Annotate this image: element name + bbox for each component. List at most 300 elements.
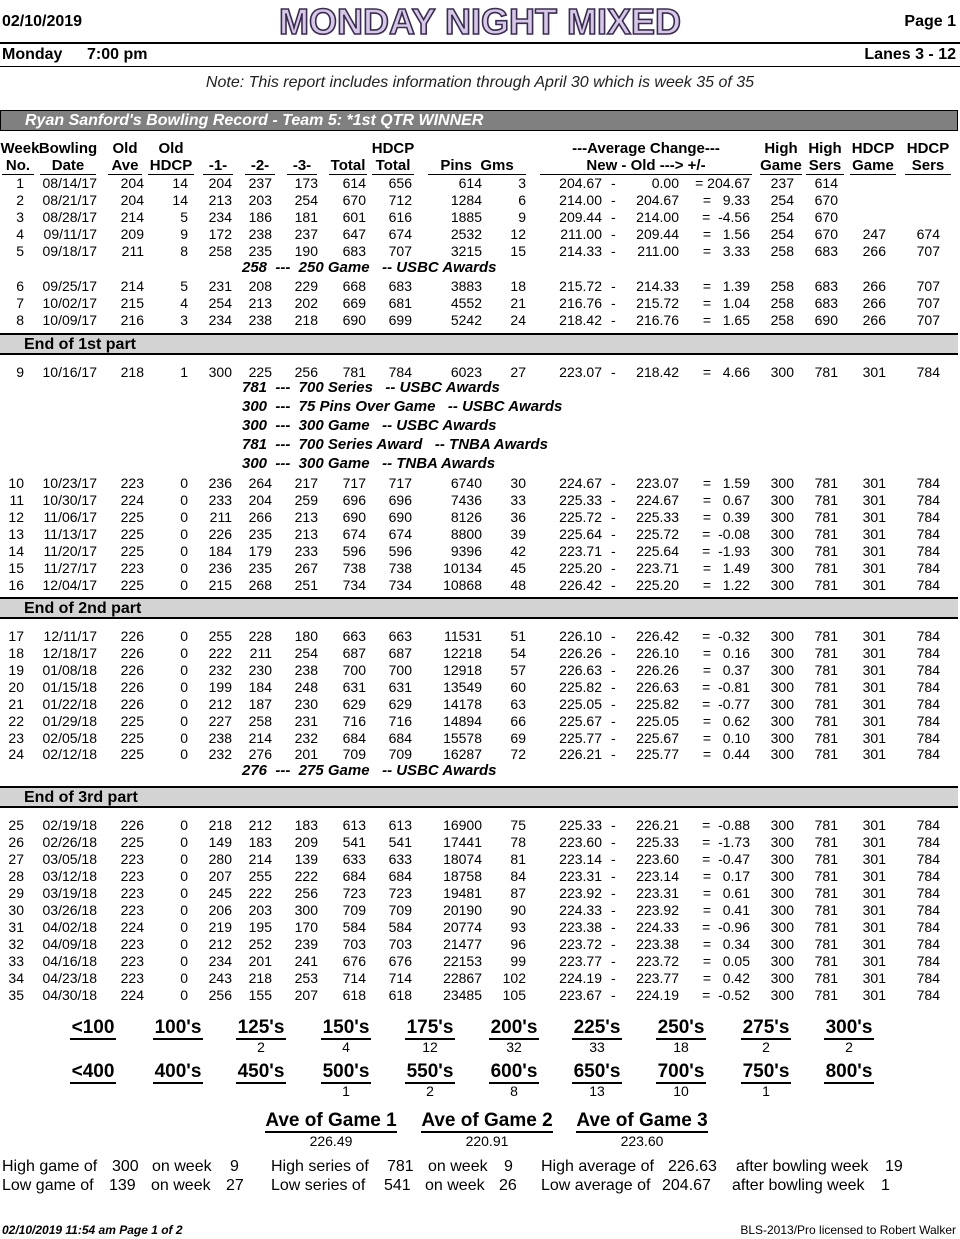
part-label: End of 2nd part (24, 600, 142, 617)
cell-old-ave: 223 (120, 902, 144, 918)
cell-week: 28 (8, 868, 24, 884)
cell-old-ave: 223 (120, 560, 144, 576)
table-row (0, 746, 960, 763)
cell-dash: - (611, 987, 616, 1003)
cell-pins: 11531 (444, 628, 482, 644)
col-avgchg-bot: New - Old ---> +/- (540, 157, 752, 175)
cell-high-game: 300 (770, 834, 794, 850)
cell-ave-diff: = -0.77 (702, 696, 750, 712)
cell-high-game: 300 (770, 560, 794, 576)
report-date: 02/10/2019 (2, 13, 83, 30)
cell-games: 45 (510, 560, 526, 576)
table-row (0, 902, 960, 919)
cell-old-hdcp: 0 (180, 730, 188, 746)
cell-old-ave-chg: 214.00 (636, 209, 679, 225)
cell-old-ave: 226 (120, 662, 144, 678)
cell-date: 11/13/17 (43, 526, 97, 542)
cell-hdcp-total: 717 (388, 475, 412, 491)
cell-dash: - (611, 475, 616, 491)
cell-old-hdcp: 0 (180, 936, 188, 952)
cell-total: 734 (342, 577, 366, 593)
range-label: 550's (406, 1061, 454, 1082)
cell-total: 738 (342, 560, 366, 576)
cell-game1: 232 (208, 746, 232, 762)
range-count: 2 (845, 1039, 853, 1055)
cell-game2: 195 (248, 919, 272, 935)
table-row (0, 226, 960, 243)
cell-hdcp-series: 784 (916, 679, 940, 695)
cell-hdcp-series: 784 (916, 851, 940, 867)
cell-pins: 12918 (443, 662, 482, 678)
cell-pins: 1885 (450, 209, 482, 225)
cell-game2: 235 (248, 243, 272, 259)
cell-high-game: 300 (770, 919, 794, 935)
low-average-week-label: after bowling week (732, 1177, 865, 1194)
subheader-rule (0, 66, 960, 67)
cell-hdcp-series: 784 (916, 817, 940, 833)
cell-total: 629 (342, 696, 366, 712)
game-range (555, 1018, 639, 1055)
cell-game3: 248 (294, 679, 318, 695)
cell-hdcp-total: 699 (388, 312, 412, 328)
cell-old-ave: 215 (120, 295, 144, 311)
cell-game2: 218 (248, 970, 272, 986)
high-series-value: 781 (387, 1158, 414, 1175)
cell-dash: - (611, 919, 616, 935)
cell-old-ave: 225 (120, 746, 144, 762)
cell-new-ave: 226.26 (559, 645, 602, 661)
cell-dash: - (611, 645, 616, 661)
award-line: 781 --- 700 Series Award -- TNBA Awards (242, 436, 548, 453)
cell-dash: - (611, 175, 616, 191)
range-label: 100's (154, 1017, 202, 1038)
range-count: 12 (422, 1039, 438, 1055)
cell-old-ave: 224 (120, 492, 144, 508)
cell-hdcp-total: 784 (388, 364, 412, 380)
cell-hdcp-total: 709 (388, 902, 412, 918)
cell-hdcp-total: 690 (388, 509, 412, 525)
cell-total: 668 (342, 278, 366, 294)
cell-game2: 225 (248, 364, 272, 380)
range-count: 32 (506, 1039, 522, 1055)
range-label: 275's (742, 1017, 790, 1038)
cell-old-hdcp: 0 (180, 713, 188, 729)
cell-total: 614 (342, 175, 366, 191)
high-series-week-label: on week (428, 1158, 488, 1175)
cell-ave-diff: = 1.56 (702, 226, 750, 242)
report-note: Note: This report includes information through April 30 which is week 35 of 35 (205, 74, 755, 91)
cell-week: 31 (8, 919, 24, 935)
series-range (639, 1062, 723, 1099)
cell-game3: 218 (294, 312, 318, 328)
col-hs-bot: Sers (806, 157, 844, 175)
cell-high-series: 781 (814, 526, 838, 542)
game-average-value: 223.60 (620, 1133, 664, 1149)
cell-date: 08/21/17 (42, 192, 97, 208)
cell-pins: 5242 (450, 312, 482, 328)
cell-old-hdcp: 14 (172, 192, 188, 208)
cell-pins: 614 (458, 175, 482, 191)
cell-dash: - (611, 696, 616, 712)
cell-pins: 6023 (450, 364, 482, 380)
col-oldhdcp-bot: HDCP (149, 157, 193, 174)
cell-new-ave: 226.10 (559, 628, 602, 644)
cell-old-ave-chg: 226.63 (636, 679, 679, 695)
cell-dash: - (611, 834, 616, 850)
cell-dash: - (611, 953, 616, 969)
cell-game2: 238 (248, 312, 272, 328)
cell-new-ave: 225.05 (559, 696, 602, 712)
cell-high-series: 781 (814, 834, 838, 850)
cell-total: 709 (342, 746, 366, 762)
col-week-bot: No. (2, 157, 34, 175)
cell-hdcp-game: 301 (862, 953, 886, 969)
cell-hdcp-game: 301 (862, 730, 886, 746)
high-series-week: 9 (504, 1158, 513, 1175)
cell-ave-diff: = 0.42 (702, 970, 750, 986)
low-series-week-label: on week (425, 1177, 485, 1194)
cell-high-game: 300 (770, 543, 794, 559)
cell-hdcp-game: 266 (862, 243, 886, 259)
cell-old-ave-chg: 225.64 (636, 543, 679, 559)
cell-week: 26 (8, 834, 24, 850)
cell-game3: 300 (294, 902, 318, 918)
cell-date: 10/30/17 (42, 492, 97, 508)
cell-old-ave-chg: 226.42 (636, 628, 679, 644)
cell-high-game: 237 (770, 175, 794, 191)
cell-pins: 14178 (443, 696, 482, 712)
part-separator (0, 597, 958, 619)
cell-total: 781 (342, 364, 366, 380)
cell-ave-diff: = -0.47 (702, 851, 750, 867)
cell-week: 15 (8, 560, 24, 576)
cell-week: 34 (8, 970, 24, 986)
low-series-label: Low series of (271, 1177, 366, 1194)
cell-week: 13 (8, 526, 24, 542)
game-range (472, 1018, 556, 1055)
cell-total: 723 (342, 885, 366, 901)
cell-total: 584 (342, 919, 366, 935)
col-hdcptot-bot: Total (372, 157, 414, 175)
cell-ave-diff: = -0.81 (702, 679, 750, 695)
cell-game3: 207 (294, 987, 318, 1003)
award-line: 300 --- 75 Pins Over Game -- USBC Awards (242, 398, 563, 415)
cell-new-ave: 204.67 (559, 175, 602, 191)
cell-date: 02/05/18 (42, 730, 97, 746)
cell-high-game: 300 (770, 364, 794, 380)
range-label: 250's (657, 1017, 705, 1038)
cell-pins: 18074 (443, 851, 482, 867)
range-label: 150's (322, 1017, 370, 1038)
cell-high-game: 300 (770, 885, 794, 901)
cell-week: 33 (8, 953, 24, 969)
col-game2: -2- (245, 157, 275, 175)
cell-date: 10/23/17 (42, 475, 97, 491)
table-row (0, 295, 960, 312)
cell-hdcp-total: 738 (388, 560, 412, 576)
cell-old-hdcp: 0 (180, 492, 188, 508)
cell-hdcp-game: 301 (862, 746, 886, 762)
cell-hdcp-total: 676 (388, 953, 412, 969)
cell-new-ave: 225.72 (559, 509, 602, 525)
cell-new-ave: 218.42 (559, 312, 602, 328)
cell-game1: 204 (208, 175, 232, 191)
cell-games: 48 (510, 577, 526, 593)
range-label: 300's (825, 1017, 873, 1038)
cell-ave-diff: = 9.33 (702, 192, 750, 208)
cell-high-series: 781 (814, 730, 838, 746)
cell-dash: - (611, 868, 616, 884)
cell-games: 21 (510, 295, 526, 311)
cell-game1: 234 (208, 209, 232, 225)
cell-high-series: 781 (814, 970, 838, 986)
part-label: End of 1st part (24, 336, 137, 353)
cell-week: 18 (8, 645, 24, 661)
cell-game2: 211 (249, 645, 272, 661)
cell-total: 683 (342, 243, 366, 259)
cell-game3: 238 (294, 662, 318, 678)
cell-ave-diff: = 0.05 (702, 953, 750, 969)
cell-ave-diff: = 1.65 (702, 312, 750, 328)
cell-pins: 14894 (443, 713, 482, 729)
cell-games: 42 (510, 543, 526, 559)
table-row (0, 987, 960, 1004)
cell-dash: - (611, 936, 616, 952)
league-time: 7:00 pm (87, 46, 148, 63)
cell-game1: 222 (208, 645, 232, 661)
cell-game1: 213 (208, 192, 232, 208)
cell-old-ave: 214 (120, 278, 144, 294)
cell-old-ave-chg: 218.42 (636, 364, 679, 380)
cell-games: 96 (510, 936, 526, 952)
cell-game2: 186 (248, 209, 272, 225)
cell-game3: 229 (294, 278, 318, 294)
cell-date: 09/11/17 (43, 226, 97, 242)
cell-week: 35 (8, 987, 24, 1003)
range-count (219, 1084, 303, 1099)
cell-week: 11 (9, 492, 24, 508)
cell-game3: 251 (294, 577, 318, 593)
cell-old-hdcp: 8 (180, 243, 188, 259)
cell-old-ave-chg: 223.14 (636, 868, 679, 884)
table-row (0, 175, 960, 192)
cell-game1: 254 (208, 295, 232, 311)
cell-hdcp-game: 301 (862, 475, 886, 491)
cell-date: 08/14/17 (42, 175, 97, 191)
col-hg-top: High (764, 140, 798, 157)
cell-total: 716 (342, 713, 366, 729)
range-count: 4 (342, 1039, 350, 1055)
cell-hdcp-game: 301 (862, 970, 886, 986)
range-label: <400 (71, 1061, 115, 1082)
cell-week: 23 (8, 730, 24, 746)
cell-high-game: 254 (770, 209, 794, 225)
cell-high-game: 300 (770, 662, 794, 678)
range-label: 800's (825, 1061, 873, 1082)
cell-date: 12/04/17 (42, 577, 97, 593)
cell-week: 1 (16, 175, 24, 191)
cell-hdcp-game: 301 (862, 919, 886, 935)
cell-hdcp-game: 301 (862, 543, 886, 559)
cell-old-ave-chg: 223.60 (636, 851, 679, 867)
cell-old-ave: 225 (120, 730, 144, 746)
table-row (0, 953, 960, 970)
col-avgchg-top: ---Average Change--- (572, 140, 720, 157)
cell-high-game: 300 (770, 936, 794, 952)
cell-total: 676 (342, 953, 366, 969)
low-average-label: Low average of (541, 1177, 651, 1194)
series-range (807, 1062, 891, 1099)
cell-hdcp-total: 709 (388, 746, 412, 762)
table-row (0, 662, 960, 679)
cell-old-ave: 223 (120, 851, 144, 867)
cell-pins: 1284 (450, 192, 482, 208)
cell-games: 15 (510, 243, 526, 259)
cell-hdcp-total: 618 (388, 987, 412, 1003)
cell-new-ave: 216.76 (559, 295, 602, 311)
range-count (51, 1040, 135, 1055)
cell-game1: 245 (208, 885, 232, 901)
cell-games: 3 (518, 175, 526, 191)
cell-game3: 232 (294, 730, 318, 746)
cell-games: 54 (510, 645, 526, 661)
cell-game3: 201 (294, 746, 318, 762)
cell-pins: 2532 (450, 226, 482, 242)
cell-total: 684 (342, 730, 366, 746)
cell-dash: - (611, 509, 616, 525)
cell-hdcp-series: 707 (916, 312, 940, 328)
cell-game2: 179 (248, 543, 272, 559)
cell-game3: 209 (294, 834, 318, 850)
cell-game1: 211 (209, 509, 232, 525)
cell-old-hdcp: 4 (180, 295, 188, 311)
footer-timestamp: 02/10/2019 11:54 am Page 1 of 2 (2, 1223, 183, 1237)
high-series-label: High series of (271, 1158, 369, 1175)
cell-old-hdcp: 0 (180, 970, 188, 986)
cell-dash: - (611, 209, 616, 225)
cell-games: 90 (510, 902, 526, 918)
cell-game2: 238 (248, 226, 272, 242)
cell-total: 541 (342, 834, 366, 850)
series-range (724, 1062, 808, 1099)
cell-total: 618 (342, 987, 366, 1003)
cell-hdcp-game: 301 (862, 628, 886, 644)
game-range (724, 1018, 808, 1055)
league-day: Monday (2, 46, 63, 63)
cell-week: 2 (16, 192, 24, 208)
game-average-label: Ave of Game 2 (421, 1110, 553, 1131)
cell-game3: 254 (294, 645, 318, 661)
cell-new-ave: 223.31 (559, 868, 602, 884)
cell-new-ave: 224.33 (559, 902, 602, 918)
cell-date: 04/30/18 (42, 987, 97, 1003)
table-row (0, 817, 960, 834)
range-label: 500's (322, 1061, 370, 1082)
col-hdcptot-top: HDCP (371, 140, 415, 157)
cell-game3: 230 (294, 696, 318, 712)
cell-hdcp-series: 784 (916, 885, 940, 901)
cell-old-hdcp: 0 (180, 475, 188, 491)
cell-hdcp-game: 301 (862, 364, 886, 380)
cell-new-ave: 223.72 (559, 936, 602, 952)
cell-game1: 218 (208, 817, 232, 833)
range-label: 400's (154, 1061, 202, 1082)
cell-dash: - (611, 662, 616, 678)
cell-week: 27 (8, 851, 24, 867)
cell-hdcp-series: 784 (916, 834, 940, 850)
cell-date: 03/26/18 (42, 902, 97, 918)
range-count: 2 (426, 1083, 434, 1099)
cell-new-ave: 209.44 (559, 209, 602, 225)
cell-old-ave: 225 (120, 577, 144, 593)
cell-game1: 234 (208, 953, 232, 969)
cell-week: 14 (8, 543, 24, 559)
cell-hdcp-series: 784 (916, 902, 940, 918)
cell-new-ave: 223.71 (559, 543, 602, 559)
cell-old-ave-chg: 0.00 (651, 175, 679, 191)
cell-total: 687 (342, 645, 366, 661)
cell-hdcp-series: 674 (916, 226, 940, 242)
cell-high-series: 781 (814, 868, 838, 884)
cell-game3: 183 (294, 817, 318, 833)
cell-old-ave-chg: 225.20 (636, 577, 679, 593)
cell-new-ave: 214.33 (559, 243, 602, 259)
cell-hdcp-total: 541 (388, 834, 412, 850)
cell-hdcp-game: 301 (862, 560, 886, 576)
cell-game3: 180 (294, 628, 318, 644)
cell-hdcp-game: 301 (862, 492, 886, 508)
cell-hdcp-game: 301 (862, 662, 886, 678)
cell-hdcp-series: 784 (916, 936, 940, 952)
cell-games: 84 (510, 868, 526, 884)
cell-game1: 149 (208, 834, 232, 850)
cell-old-hdcp: 0 (180, 696, 188, 712)
game-range (51, 1018, 135, 1055)
series-range (388, 1062, 472, 1099)
cell-dash: - (611, 278, 616, 294)
cell-high-series: 781 (814, 817, 838, 833)
cell-hdcp-game: 301 (862, 902, 886, 918)
cell-high-game: 258 (770, 278, 794, 294)
table-row (0, 730, 960, 747)
cell-total: 690 (342, 509, 366, 525)
cell-pins: 20190 (443, 902, 482, 918)
cell-high-game: 300 (770, 902, 794, 918)
cell-hdcp-series: 784 (916, 628, 940, 644)
cell-hdcp-game: 301 (862, 987, 886, 1003)
cell-new-ave: 226.21 (559, 746, 602, 762)
game-range (219, 1018, 303, 1055)
game-average-value: 220.91 (465, 1133, 509, 1149)
cell-high-series: 781 (814, 953, 838, 969)
cell-old-hdcp: 0 (180, 560, 188, 576)
cell-hdcp-total: 716 (388, 713, 412, 729)
cell-old-ave-chg: 216.76 (636, 312, 679, 328)
cell-game3: 213 (294, 509, 318, 525)
cell-week: 7 (16, 295, 24, 311)
cell-high-game: 254 (770, 226, 794, 242)
low-series-value: 541 (384, 1177, 411, 1194)
cell-old-ave: 218 (120, 364, 144, 380)
cell-dash: - (611, 817, 616, 833)
cell-old-ave-chg: 225.05 (636, 713, 679, 729)
table-row (0, 526, 960, 543)
cell-total: 696 (342, 492, 366, 508)
cell-new-ave: 225.67 (559, 713, 602, 729)
cell-high-series: 781 (814, 696, 838, 712)
cell-games: 27 (510, 364, 526, 380)
series-range (555, 1062, 639, 1099)
